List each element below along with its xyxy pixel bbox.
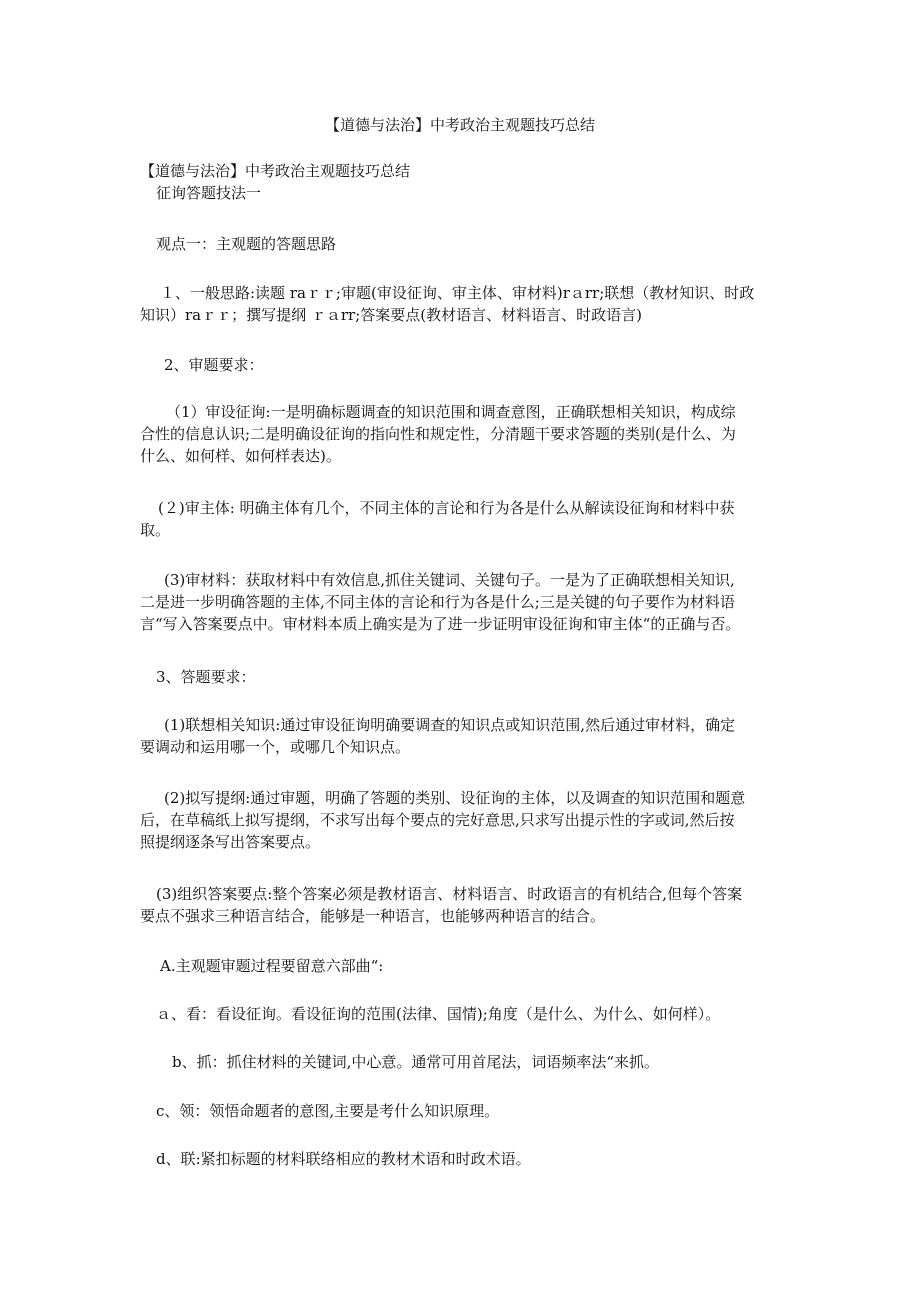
- paragraph-7: [140, 714, 790, 758]
- paragraph-12: b、抓：抓住材料的关键词,中心意。通常可用首尾法，词语频率法“来抓。: [172, 1053, 660, 1071]
- header-block: [140, 160, 790, 204]
- paragraph-4: [140, 497, 790, 541]
- paragraph-line: (3)审材料：获取材料中有效信息,抓住关键词、关键句子。一是为了正确联想相关知识,: [164, 571, 735, 589]
- page-title: 【道德与法治】中考政治主观题技巧总结: [324, 116, 595, 134]
- paragraph-line: 合性的信息认识;二是明确设征询的指向性和规定性，分清题干要求答题的类别(是什么、为: [140, 425, 736, 443]
- paragraph-line: 要调动和运用哪一个，或哪几个知识点。: [140, 738, 411, 756]
- paragraph-line: (２)审主体: 明确主体有几个，不同主体的言论和行为各是什么从解读设征询和材料中获: [158, 499, 735, 517]
- paragraph-10: A.主观题审题过程要留意六部曲“:: [160, 957, 384, 975]
- paragraph-line: 照提纲逐条写出答案要点。: [140, 833, 321, 851]
- paragraph-line: (2)拟写提纲:通过审题，明确了答题的类别、设征询的主体，以及调查的知识范围和题意: [164, 789, 746, 807]
- paragraph-3: [140, 401, 790, 467]
- paragraph-line: 二是进一步明确答题的主体,不同主体的言论和行为各是什么;三是关键的句子要作为材料语: [140, 593, 735, 611]
- paragraph-line: 后，在草稿纸上拟写提纲，不求写出每个要点的完好意思,只求写出提示性的字或词,然后按: [140, 811, 735, 829]
- paragraph-11: ａ、看：看设征询。看设征询的范围(法律、国情);角度（是什么、为什么、如何样）。: [156, 1005, 721, 1023]
- paragraph-13: c、领：领悟命题者的意图,主要是考什么知识原理。: [156, 1102, 500, 1120]
- paragraph-line: （1）审设征询:一是明确标题调查的知识范围和调查意图，正确联想相关知识，构成综: [166, 403, 736, 421]
- paragraph-5: [140, 569, 790, 635]
- paragraph-1: [140, 282, 790, 326]
- paragraph-line: (3)组织答案要点:整个答案必须是教材语言、材料语言、时政语言的有机结合,但每个答案: [156, 885, 743, 903]
- paragraph-14: d、联:紧扣标题的材料联络相应的教材术语和时政术语。: [156, 1150, 531, 1168]
- paragraph-line: １、一般思路:读题 raｒｒ;审题(审设征询、审主体、审材料)rａrr;联想（教材知识、时政: [160, 284, 755, 302]
- header-subtitle: 征询答题技法一: [156, 184, 262, 202]
- paragraph-6: 3、答题要求：: [156, 668, 256, 686]
- paragraph-line: 取。: [140, 521, 171, 539]
- paragraph-9: [140, 883, 790, 927]
- paragraph-line: 言“写入答案要点中。审材料本质上确实是为了进一步证明审设征询和审主体“的正确与否。: [140, 615, 741, 633]
- paragraph-line: 什么、如何样、如何样表达)。: [140, 447, 341, 465]
- header-line: 【道德与法治】中考政治主观题技巧总结: [140, 162, 411, 180]
- paragraph-line: 知识）raｒｒ；撰写提纲 ｒａrr;答案要点(教材语言、材料语言、时政语言): [140, 306, 642, 324]
- paragraph-2: 2、审题要求：: [164, 356, 264, 374]
- paragraph-line: 要点不强求三种语言结合，能够是一种语言，也能够两种语言的结合。: [140, 907, 606, 925]
- paragraph-line: (1)联想相关知识:通过审设征询明确要调查的知识点或知识范围,然后通过审材料，确定: [164, 716, 736, 734]
- paragraph-8: [140, 787, 790, 853]
- section-heading: 观点一：主观题的答题思路: [156, 235, 337, 253]
